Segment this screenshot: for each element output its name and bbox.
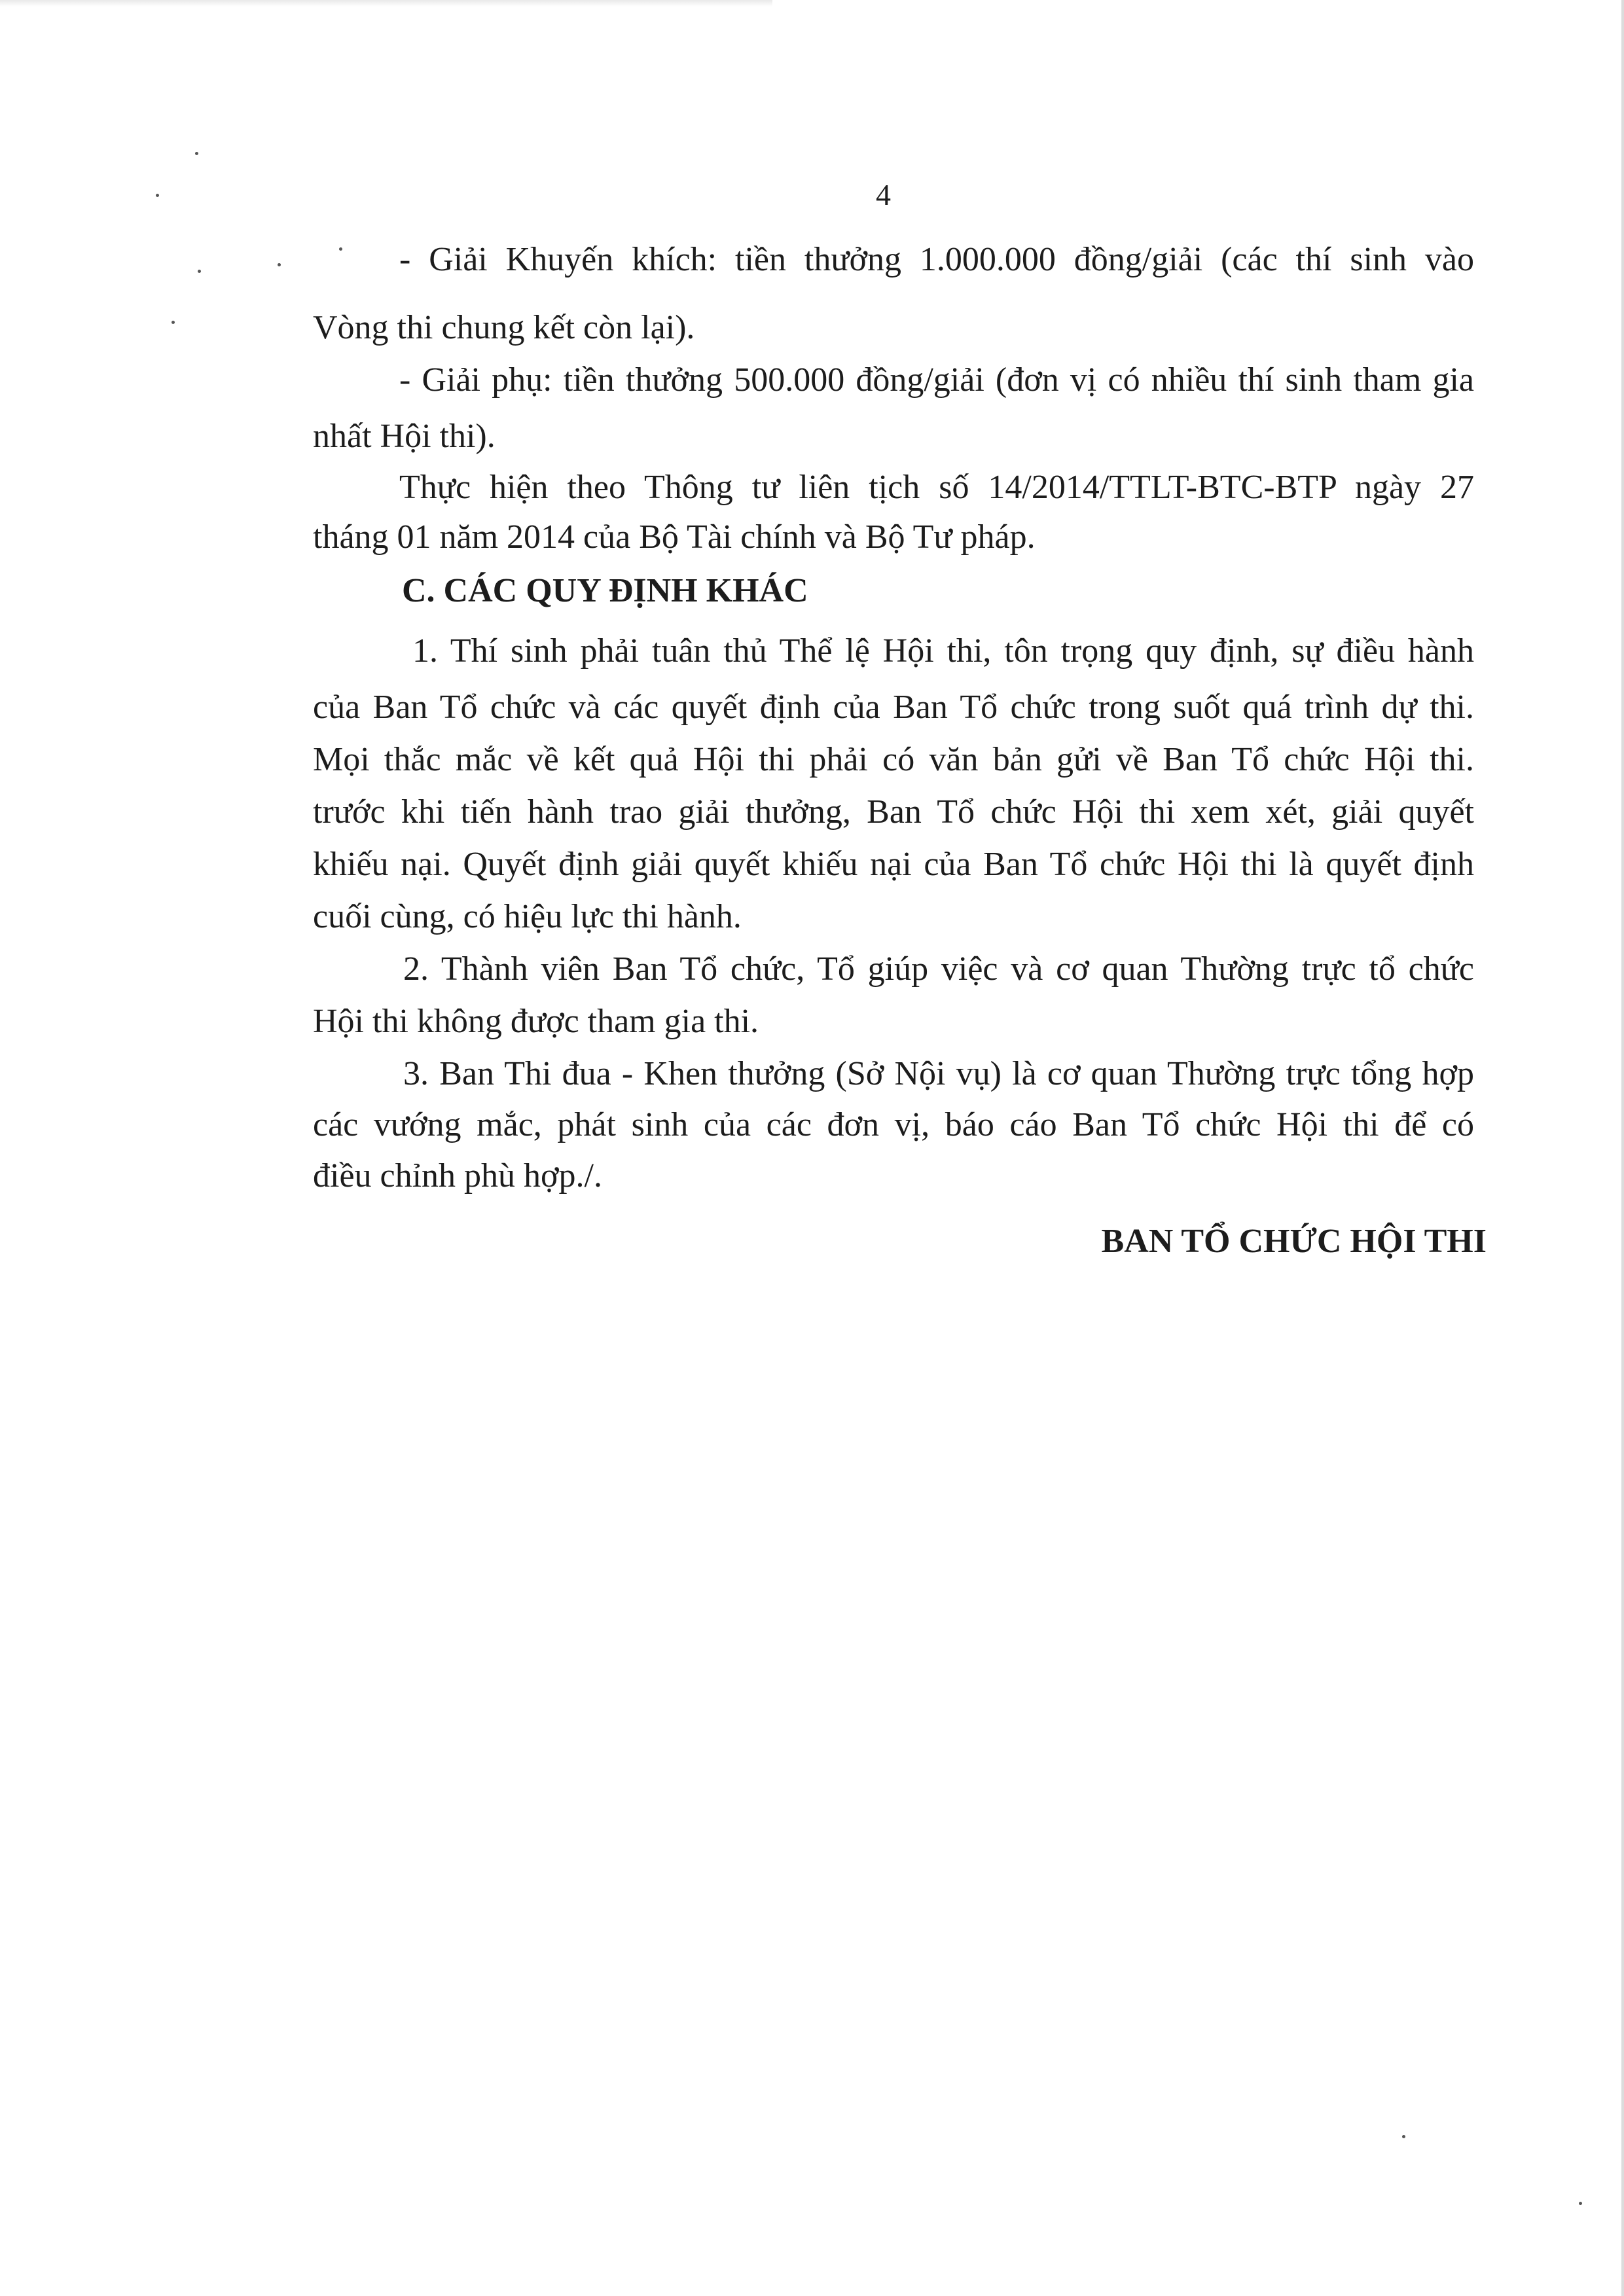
page-number: 4	[876, 178, 891, 211]
paragraph-line: tháng 01 năm 2014 của Bộ Tài chính và Bộ Tư pháp.	[313, 518, 1036, 556]
paragraph-line: Thực hiện theo Thông tư liên tịch số 14/2014/TTLT-BTC-BTP ngày 27	[399, 469, 1474, 506]
section-heading: C. CÁC QUY ĐỊNH KHÁC	[402, 572, 808, 609]
scan-speck	[198, 270, 201, 273]
rule-line: cuối cùng, có hiệu lực thi hành.	[313, 898, 742, 935]
rule-line: 3. Ban Thi đua - Khen thưởng (Sở Nội vụ) là cơ quan Thường trực tổng hợp	[403, 1055, 1474, 1092]
scan-speck	[156, 194, 159, 197]
scan-speck	[195, 152, 198, 155]
signature-title: BAN TỔ CHỨC HỘI THI	[1101, 1223, 1487, 1260]
rule-line: Hội thi không được tham gia thi.	[313, 1003, 759, 1040]
rule-line: khiếu nại. Quyết định giải quyết khiếu nại của Ban Tổ chức Hội thi là quyết định	[313, 846, 1474, 883]
rule-line: 1. Thí sinh phải tuân thủ Thể lệ Hội thi, tôn trọng quy định, sự điều hành	[412, 632, 1474, 670]
scan-artifact-top	[0, 0, 772, 7]
rule-line: các vướng mắc, phát sinh của các đơn vị, báo cáo Ban Tổ chức Hội thi để có	[313, 1106, 1474, 1143]
scan-artifact-right-edge	[1621, 0, 1624, 2296]
paragraph-line: nhất Hội thi).	[313, 418, 496, 455]
rule-line: Mọi thắc mắc về kết quả Hội thi phải có văn bản gửi về Ban Tổ chức Hội thi.	[313, 741, 1474, 778]
scan-speck	[1579, 2202, 1582, 2205]
rule-line: trước khi tiến hành trao giải thưởng, Ban Tổ chức Hội thi xem xét, giải quyết	[313, 793, 1474, 831]
rule-line: của Ban Tổ chức và các quyết định của Ban Tổ chức trong suốt quá trình dự thi.	[313, 689, 1474, 726]
scan-speck	[339, 247, 342, 251]
scan-speck	[171, 321, 175, 324]
paragraph-line: - Giải phụ: tiền thưởng 500.000 đồng/giải (đơn vị có nhiều thí sinh tham gia	[399, 361, 1474, 399]
rule-line: điều chỉnh phù hợp./.	[313, 1157, 602, 1194]
rule-line: 2. Thành viên Ban Tổ chức, Tổ giúp việc và cơ quan Thường trực tổ chức	[403, 950, 1474, 988]
paragraph-line: - Giải Khuyến khích: tiền thưởng 1.000.000 đồng/giải (các thí sinh vào	[399, 241, 1474, 278]
scan-speck	[278, 263, 281, 266]
scan-speck	[1402, 2135, 1405, 2138]
paragraph-line: Vòng thi chung kết còn lại).	[313, 309, 695, 346]
